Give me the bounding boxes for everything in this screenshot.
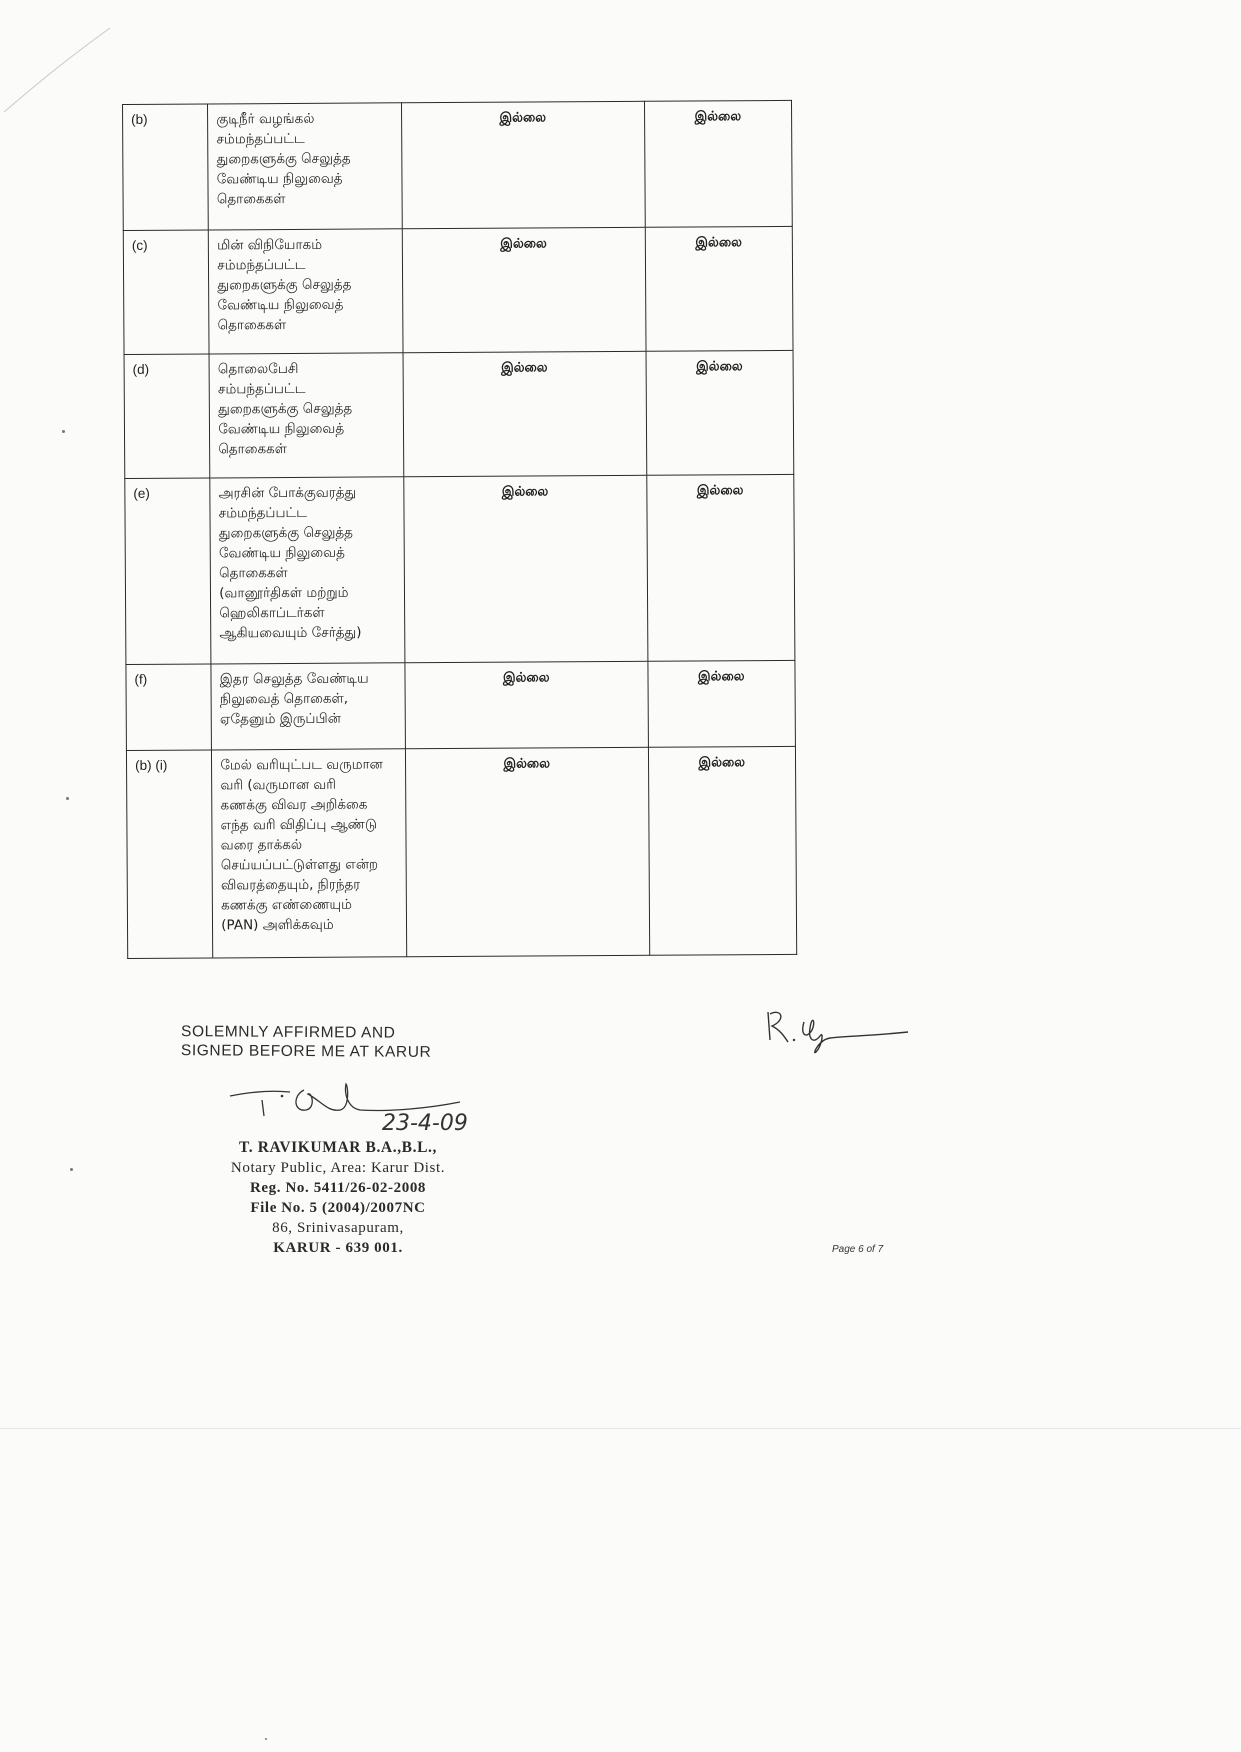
dues-table	[122, 100, 797, 959]
row-id-cell: (b)	[123, 104, 209, 231]
value2-text: இல்லை	[696, 483, 744, 499]
row-description-cell	[210, 477, 405, 664]
row-value2-cell	[646, 474, 795, 661]
row-id-cell: (c)	[123, 230, 209, 355]
description-line: தொலைபேசி	[217, 360, 299, 378]
row-value1-cell	[405, 661, 648, 748]
table-row	[123, 100, 793, 230]
description-line: மேல் வரியுட்பட வருமான	[220, 756, 383, 774]
description-line: கணக்கு எண்ணையும்	[221, 896, 352, 914]
description-line: விவரத்தையும், நிரந்தர	[220, 876, 361, 894]
value2-text: இல்லை	[697, 669, 745, 685]
row-value1-cell	[401, 101, 644, 228]
value2-text: இல்லை	[698, 755, 746, 771]
description-line: ஹெலிகாப்டர்கள்	[219, 604, 325, 622]
description-line: துறைகளுக்கு செலுத்த	[218, 524, 353, 542]
notary-file: File No. 5 (2004)/2007NC	[250, 1200, 426, 1216]
description-line: தொகைகள்	[219, 564, 288, 582]
row-value1-cell	[404, 475, 648, 662]
value1-text: இல்லை	[500, 236, 547, 252]
affirmation-line-1: SOLEMNLY AFFIRMED AND	[181, 1023, 396, 1042]
row-description-cell	[212, 749, 407, 958]
scan-speck	[265, 1738, 267, 1740]
notary-reg: Reg. No. 5411/26-02-2008	[249, 1180, 427, 1196]
notary-city: KARUR - 639 001.	[273, 1240, 403, 1256]
description-line: வேண்டிய நிலுவைத்	[216, 170, 343, 188]
description-line: ஆகியவையும் சேர்த்து)	[219, 624, 362, 642]
table-row	[126, 660, 796, 750]
description-line: வேண்டிய நிலுவைத்	[217, 296, 344, 314]
description-line: தொகைகள்	[217, 317, 287, 334]
row-value2-cell	[645, 226, 793, 351]
notary-title: Notary Public, Area: Karur Dist.	[230, 1160, 446, 1176]
notary-seal	[188, 1138, 488, 1258]
description-line: (PAN) அளிக்கவும்	[221, 916, 334, 934]
description-line: சம்மந்தப்பட்ட	[216, 130, 305, 148]
row-description-cell	[208, 103, 402, 230]
value1-text: இல்லை	[503, 756, 551, 772]
description-line: கணக்கு விவர அறிக்கை	[220, 796, 368, 814]
description-line: செய்யப்பட்டுள்ளது என்ற	[220, 856, 379, 874]
notary-address: 86, Srinivasapuram,	[272, 1220, 404, 1236]
table-row	[124, 350, 794, 478]
row-id-cell: (d)	[124, 354, 210, 479]
row-id-cell: (b) (i)	[126, 750, 213, 959]
affirmation-line-2: SIGNED BEFORE ME AT KARUR	[180, 1042, 432, 1061]
page-number: Page 6 of 7	[832, 1244, 884, 1255]
description-line: வேண்டிய நிலுவைத்	[218, 544, 345, 562]
value2-text: இல்லை	[695, 235, 742, 251]
description-line: துறைகளுக்கு செலுத்த	[218, 400, 353, 418]
deponent-signature	[760, 1000, 920, 1060]
description-line: தொகைகள்	[218, 440, 288, 458]
description-line: இதர செலுத்த வேண்டிய	[219, 670, 369, 688]
description-line: சம்பந்தப்பட்ட	[217, 380, 306, 398]
row-value2-cell	[647, 660, 795, 747]
affirmation-stamp	[181, 1022, 432, 1062]
description-line: எந்த வரி விதிப்பு ஆண்டு	[220, 816, 378, 834]
table-row	[123, 226, 793, 354]
description-line: துறைகளுக்கு செலுத்த	[217, 276, 352, 294]
notary-name: T. RAVIKUMAR B.A.,B.L.,	[239, 1139, 437, 1156]
description-line: துறைகளுக்கு செலுத்த	[216, 150, 351, 168]
value1-text: இல்லை	[499, 110, 547, 126]
row-value2-cell	[648, 746, 797, 955]
description-line: வரி (வருமான வரி	[220, 776, 337, 794]
scan-speck	[70, 1168, 73, 1171]
row-value1-cell	[402, 227, 645, 352]
row-description-cell	[209, 353, 403, 478]
table-row	[126, 746, 796, 958]
row-description-cell	[211, 663, 405, 750]
description-line: (வானூர்திகள் மற்றும்	[219, 584, 349, 602]
description-line: மின் விநியோகம்	[217, 236, 323, 254]
value1-text: இல்லை	[501, 484, 549, 500]
value1-text: இல்லை	[500, 360, 548, 376]
description-line: ஏதேனும் இருப்பின்	[219, 710, 341, 728]
row-id-cell: (f)	[126, 664, 212, 751]
signature-date: 23-4-09	[382, 1111, 468, 1136]
description-line: நிலுவைத் தொகைள்,	[219, 690, 349, 708]
description-line: அரசின் போக்குவரத்து	[218, 484, 357, 502]
value1-text: இல்லை	[502, 670, 550, 686]
scan-speck	[66, 797, 69, 800]
scan-corner-mark	[0, 20, 120, 120]
description-line: வரை தாக்கல்	[220, 836, 303, 854]
description-line: வேண்டிய நிலுவைத்	[218, 420, 345, 438]
description-line: சம்மந்தப்பட்ட	[218, 504, 308, 522]
row-value2-cell	[646, 350, 794, 475]
table-row	[125, 474, 795, 664]
row-value1-cell	[405, 747, 649, 956]
row-value2-cell	[644, 100, 792, 227]
scan-speck	[62, 430, 65, 433]
description-line: தொகைகள்	[216, 191, 286, 208]
description-line: குடிநீர் வழங்கல்	[216, 110, 315, 128]
value2-text: இல்லை	[694, 109, 742, 125]
value2-text: இல்லை	[696, 359, 743, 375]
description-line: சம்மந்தப்பட்ட	[217, 256, 306, 274]
scan-fold-line	[0, 1428, 1241, 1429]
row-id-cell: (e)	[125, 478, 211, 665]
row-description-cell	[209, 229, 403, 354]
row-value1-cell	[403, 351, 646, 476]
